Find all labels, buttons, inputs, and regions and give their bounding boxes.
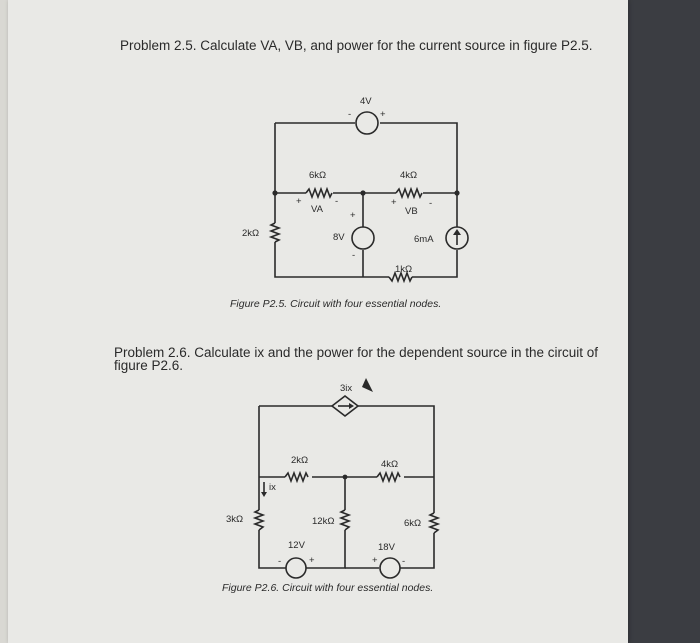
- svg-text:+: +: [380, 109, 386, 120]
- svg-text:+: +: [296, 196, 302, 207]
- svg-text:+: +: [372, 555, 378, 566]
- svg-text:+: +: [309, 555, 315, 566]
- svg-text:3ix: 3ix: [340, 383, 353, 394]
- svg-text:3kΩ: 3kΩ: [226, 514, 244, 525]
- svg-text:12V: 12V: [288, 540, 305, 551]
- figure-p2-5: [242, 96, 468, 281]
- resistor-6k: [306, 189, 332, 197]
- svg-text:1kΩ: 1kΩ: [395, 264, 413, 275]
- resistor-4k: [377, 473, 400, 481]
- voltage-source-18v: [380, 558, 400, 578]
- svg-text:2kΩ: 2kΩ: [242, 228, 260, 239]
- problem-2-6-text-line1: Problem 2.6. Calculate ix and the power for the dependent source in the circuit of: [114, 345, 599, 360]
- voltage-source-4v: [356, 112, 378, 134]
- resistor-12k: [341, 510, 349, 530]
- svg-text:6kΩ: 6kΩ: [309, 170, 327, 181]
- svg-text:6mA: 6mA: [414, 234, 434, 245]
- svg-text:2kΩ: 2kΩ: [291, 455, 309, 466]
- resistor-2k: [285, 473, 308, 481]
- problem-2-6-text-line2: figure P2.6.: [114, 358, 184, 373]
- svg-text:4V: 4V: [360, 96, 372, 107]
- figure-p2-5-caption: Figure P2.5. Circuit with four essential nodes.: [230, 298, 442, 310]
- svg-text:-: -: [352, 250, 356, 261]
- svg-text:8V: 8V: [333, 232, 345, 243]
- svg-text:+: +: [391, 197, 397, 208]
- resistor-4k: [396, 189, 422, 197]
- figure-p2-6-caption: Figure P2.6. Circuit with four essential nodes.: [222, 582, 434, 594]
- resistor-6k: [430, 513, 438, 533]
- resistor-3k: [255, 510, 263, 530]
- svg-text:12kΩ: 12kΩ: [312, 516, 335, 527]
- svg-text:-: -: [335, 196, 339, 207]
- problem-2-5-text: Problem 2.5. Calculate VA, VB, and power for the current source in figure P2.5.: [120, 38, 593, 53]
- voltage-source-12v: [286, 558, 306, 578]
- svg-text:18V: 18V: [378, 542, 395, 553]
- figure-p2-6: [226, 378, 438, 578]
- svg-text:6kΩ: 6kΩ: [404, 518, 422, 529]
- voltage-source-8v: [352, 227, 374, 249]
- svg-text:-: -: [348, 109, 352, 120]
- svg-text:4kΩ: 4kΩ: [400, 170, 418, 181]
- svg-text:VB: VB: [405, 206, 418, 217]
- svg-text:+: +: [350, 210, 356, 221]
- svg-text:4kΩ: 4kΩ: [381, 459, 399, 470]
- svg-text:-: -: [278, 556, 282, 567]
- svg-text:VA: VA: [311, 204, 323, 215]
- resistor-2k: [271, 223, 279, 242]
- svg-text:-: -: [402, 556, 406, 567]
- svg-text:ix: ix: [269, 482, 276, 493]
- svg-text:-: -: [429, 198, 433, 209]
